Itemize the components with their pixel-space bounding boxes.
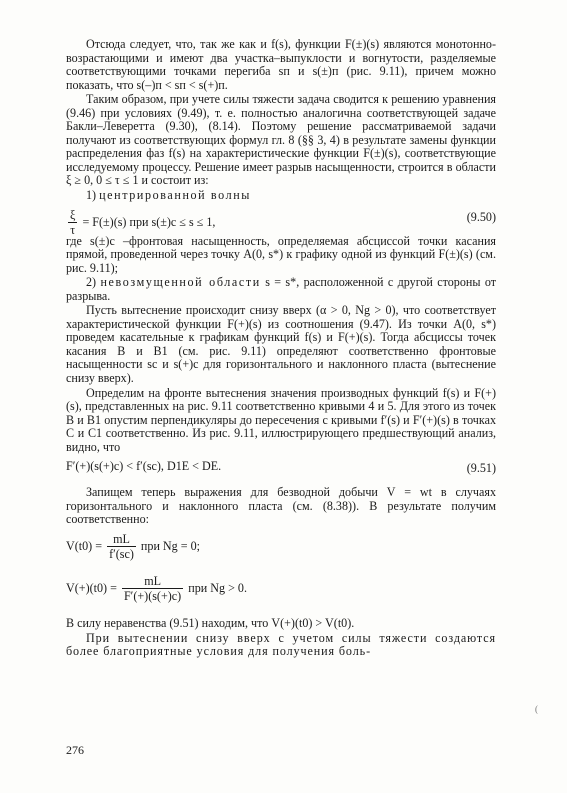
paragraph-7: В силу неравенства (9.51) находим, что V(+)(t0) > V(t0). xyxy=(66,615,355,630)
list-item-2-rest: s = s*, расположенной с другой стороны от разрыва. xyxy=(66,275,497,303)
equation-v-inclined xyxy=(66,575,496,611)
equation-v-horizontal-lhs: V(t0) = xyxy=(66,538,103,553)
list-item-1-label: центрированной волны xyxy=(99,188,252,203)
equation-9-50-number: (9.50) xyxy=(466,209,496,224)
paragraph-3: где s(±)c –фронтовая насыщенность, определяемая абсциссой точки касания прямой, проведенной через точку A(0, s*) к графику одной из функций F(±)(s) (см. рис. 9.11); xyxy=(66,233,496,275)
list-item-2-label: невозмущенной области xyxy=(100,275,261,290)
equation-9-50 xyxy=(66,207,496,237)
equation-v-inclined-lhs: V(+)(t0) = xyxy=(66,580,117,595)
equation-9-51-number: (9.51) xyxy=(466,461,496,476)
equation-v-horizontal xyxy=(66,533,496,569)
paragraph-1: Отсюда следует, что, так же как и f(s), функции F(±)(s) являются монотонно-возрастающими и имеют два участка–выпуклости и вогнутости, разделяемые соответствующими точками перегиба sп и s(±)п (рис. 9.11), причем можно показать, что s(–)п < sп < s(+)п. xyxy=(66,37,496,92)
equation-v-horizontal-fraction xyxy=(107,533,136,561)
equation-v-horizontal-condition: при Ng = 0; xyxy=(140,538,200,553)
paragraph-2: Таким образом, при учете силы тяжести задача сводится к решению уравнения (9.46) при условиях (9.49), т. е. полностью аналогична соответствующей задаче Бакли–Леверетта (9.30), (8.14). Поэтому решение рассматриваемой задачи получают из соответствующих формул гл. 8 (§§ 3, 4) в результате замены функции распределения фаз f(s) на характеристические функции F(±)(s), соответствующие исследуемому процессу. Решение имеет разрыв насыщенности, строится в области ξ ≥ 0, 0 ≤ τ ≤ 1 и состоит из: xyxy=(66,92,496,188)
fraction-numerator: mL xyxy=(107,533,136,547)
margin-mark: ( xyxy=(535,704,538,714)
fraction-denominator: F′(+)(s(+)c) xyxy=(123,588,182,603)
page-body xyxy=(66,38,496,660)
paragraph-5: Определим на фронте вытеснения значения производных функций f(s) и F(+)(s), представленных на рис. 9.11 соответственно кривыми 4 и 5. Для этого из точек B и B1 опустим перпендикуляры до пересечения с кривыми f′(s) и F′(+)(s) в точках C и C1 соответственно. Из рис. 9.11, иллюстрирующего предшествующий анализ, видно, что xyxy=(66,385,496,454)
equation-v-inclined-condition: при Ng > 0. xyxy=(188,580,247,595)
list-item-2 xyxy=(66,276,496,303)
paragraph-8: При вытеснении снизу вверх с учетом силы тяжести создаются более благоприятные условия для получения боль- xyxy=(66,630,496,659)
paragraph-6: Запищем теперь выражения для безводной добычи V = wt в случаях горизонтального и наклонного пласта (см. (8.38)). В результате получим соответственно: xyxy=(66,485,496,527)
list-item-1 xyxy=(66,189,496,203)
fraction-numerator: mL xyxy=(122,575,183,589)
list-item-1-number: 1) xyxy=(86,188,97,203)
fraction-denominator: f′(sc) xyxy=(109,546,134,561)
page-number: 276 xyxy=(66,743,84,757)
equation-v-inclined-fraction xyxy=(122,575,183,603)
equation-9-51-text: F′(+)(s(+)c) < f′(sc), D1E < DE. xyxy=(66,459,222,474)
equation-9-50-text: = F(±)(s) при s(±)c ≤ s ≤ 1, xyxy=(82,214,216,229)
list-item-2-number: 2) xyxy=(86,275,97,290)
paragraph-4: Пусть вытеснение происходит снизу вверх (α > 0, Ng > 0), что соответствует характеристической функции F(+)(s) из соотношения (9.47). Из точки A(0, s*) проведем касательные к графикам функций f(s) и F(+)(s). Тогда абсциссы точек касания B и B1 (см. рис. 9.11) определяют соответственно фронтовые насыщенности sc и s(+)c для горизонтального и наклонного пласта (вытеснение снизу вверх). xyxy=(66,303,496,386)
equation-9-51 xyxy=(66,460,496,480)
xi-over-tau: $\frac{\xi}{\tau}$ xyxy=(70,207,76,237)
